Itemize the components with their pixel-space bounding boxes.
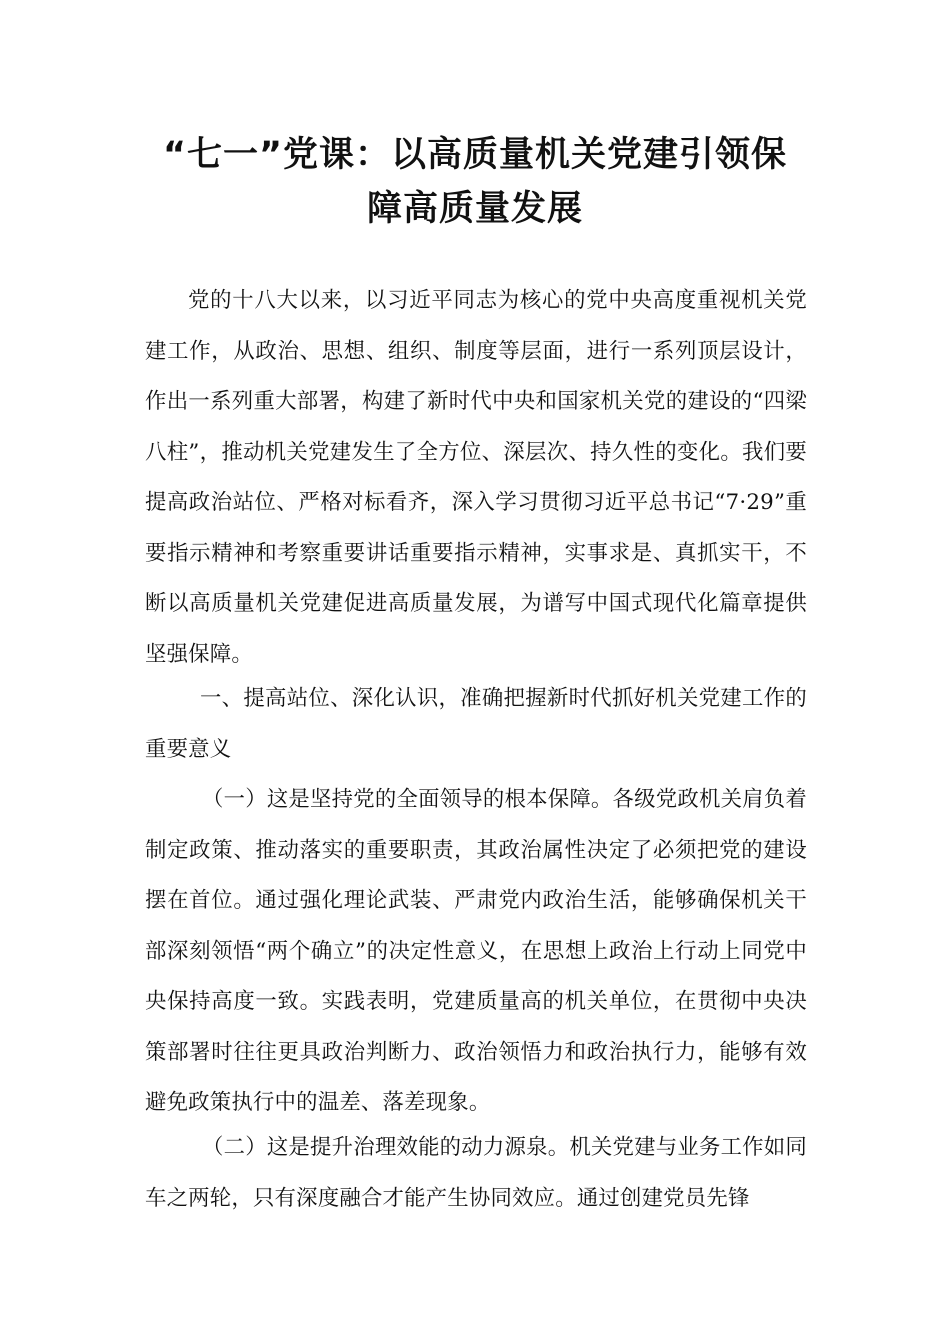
body-paragraph-intro: 党的十八大以来，以习近平同志为核心的党中央高度重视机关党建工作，从政治、思想、组织、制度等层面，进行一系列顶层设计，作出一系列重大部署，构建了新时代中央和国家机关党的建设的“四梁八柱”，推动机关党建发生了全方位、深层次、持久性的变化。我们要提高政治站位、严格对标看齐，深入学习贯彻习近平总书记“7·29”重要指示精神和考察重要讲话重要指示精神，实事求是、真抓实干，不断以高质量机关党建促进高质量发展，为谱写中国式现代化篇章提供坚强保障。 — [145, 288, 807, 667]
section-heading-1: 一、提高站位、深化认识，准确把握新时代抓好机关党建工作的重要意义 — [145, 686, 807, 762]
body-paragraph-subsection-2: （二）这是提升治理效能的动力源泉。机关党建与业务工作如同车之两轮，只有深度融合才能产生协同效应。通过创建党员先锋 — [145, 1135, 807, 1211]
document-title-line-2: 障高质量发展 — [366, 189, 583, 229]
body-paragraph-subsection-1: （一）这是坚持党的全面领导的根本保障。各级党政机关肩负着制定政策、推动落实的重要职责，其政治属性决定了必须把党的建设摆在首位。通过强化理论武装、严肃党内政治生活，能够确保机关干部深刻领悟“两个确立”的决定性意义，在思想上政治上行动上同党中央保持高度一致。实践表明，党建质量高的机关单位，在贯彻中央决策部署时往往更具政治判断力、政治领悟力和政治执行力，能够有效避免政策执行中的温差、落差现象。 — [145, 787, 807, 1115]
document-title-line-1: “七一”党课：以高质量机关党建引领保 — [162, 135, 787, 175]
